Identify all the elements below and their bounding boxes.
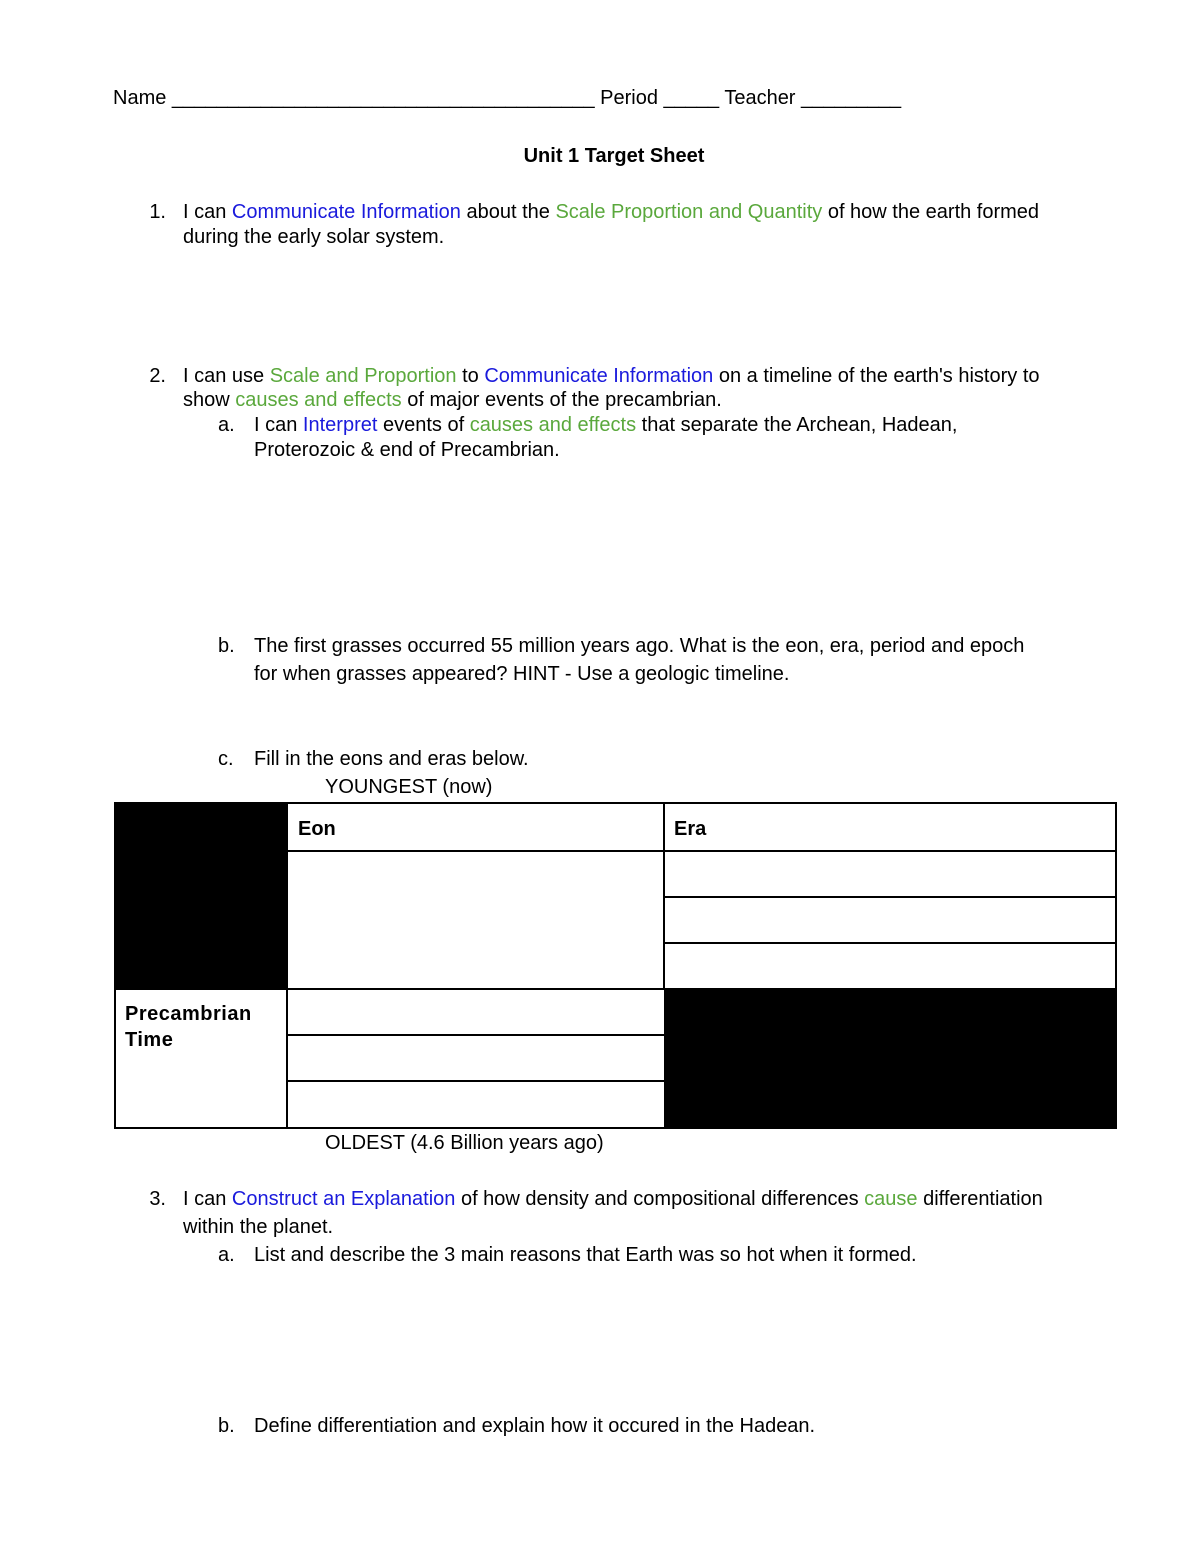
item-2b-line-2: for when grasses appeared? HINT - Use a geologic timeline.: [254, 663, 790, 685]
eon-era-table: [114, 802, 1117, 1129]
item-2b-line-1: The first grasses occurred 55 million years ago. What is the eon, era, period and epoch: [254, 635, 1025, 657]
eon-answer-cell[interactable]: [288, 852, 663, 988]
precambrian-eon-answer-cell[interactable]: [288, 1082, 663, 1129]
item-1-line-1: I can Communicate Information about the Scale Proportion and Quantity of how the earth formed: [183, 201, 1040, 223]
item-3-line-2: within the planet.: [183, 1216, 334, 1238]
item-2-line-2: show causes and effects of major events of the precambrian.: [183, 389, 722, 411]
item-2-line-1: I can use Scale and Proportion to Communicate Information on a timeline of the earth's history to: [183, 365, 1040, 387]
item-1-line-2: during the early solar system.: [183, 226, 445, 248]
name-period-teacher-line: Name ______________________________________ Period _____ Teacher _________: [113, 87, 902, 109]
item-2a-line-2: Proterozoic & end of Precambrian.: [254, 439, 560, 461]
precambrian-time-label: Precambrian Time: [125, 1003, 252, 1051]
item-2a-line-1: I can Interpret events of causes and effects that separate the Archean, Hadean,: [254, 414, 958, 436]
youngest-label: YOUNGEST (now): [325, 776, 493, 798]
item-2a-letter: a.: [218, 414, 235, 436]
era-answer-cell[interactable]: [665, 852, 1117, 896]
page-title: Unit 1 Target Sheet: [523, 145, 705, 167]
item-3-number: 3.: [149, 1188, 166, 1210]
item-3b-line-1: Define differentiation and explain how it occured in the Hadean.: [254, 1415, 816, 1437]
era-column-header: Era: [674, 818, 707, 840]
era-answer-cell[interactable]: [665, 944, 1117, 988]
eon-column-header: Eon: [298, 818, 336, 840]
precambrian-eon-answer-cell[interactable]: [288, 1036, 663, 1080]
item-3b-letter: b.: [218, 1415, 235, 1437]
precambrian-eon-answer-cell[interactable]: [288, 990, 663, 1034]
item-1-number: 1.: [149, 201, 166, 223]
item-2c-letter: c.: [218, 748, 234, 770]
era-answer-cell[interactable]: [665, 898, 1117, 942]
item-3-line-1: I can Construct an Explanation of how density and compositional differences cause differentiation: [183, 1188, 1043, 1210]
table-blank-black-bottom-right: [664, 988, 1117, 1129]
item-2-number: 2.: [149, 365, 166, 387]
item-3a-line-1: List and describe the 3 main reasons that Earth was so hot when it formed.: [254, 1244, 917, 1266]
item-2c-line-1: Fill in the eons and eras below.: [254, 748, 529, 770]
table-blank-black-top-left: [116, 804, 288, 990]
item-3a-letter: a.: [218, 1244, 235, 1266]
oldest-label: OLDEST (4.6 Billion years ago): [325, 1132, 604, 1154]
item-2b-letter: b.: [218, 635, 235, 657]
